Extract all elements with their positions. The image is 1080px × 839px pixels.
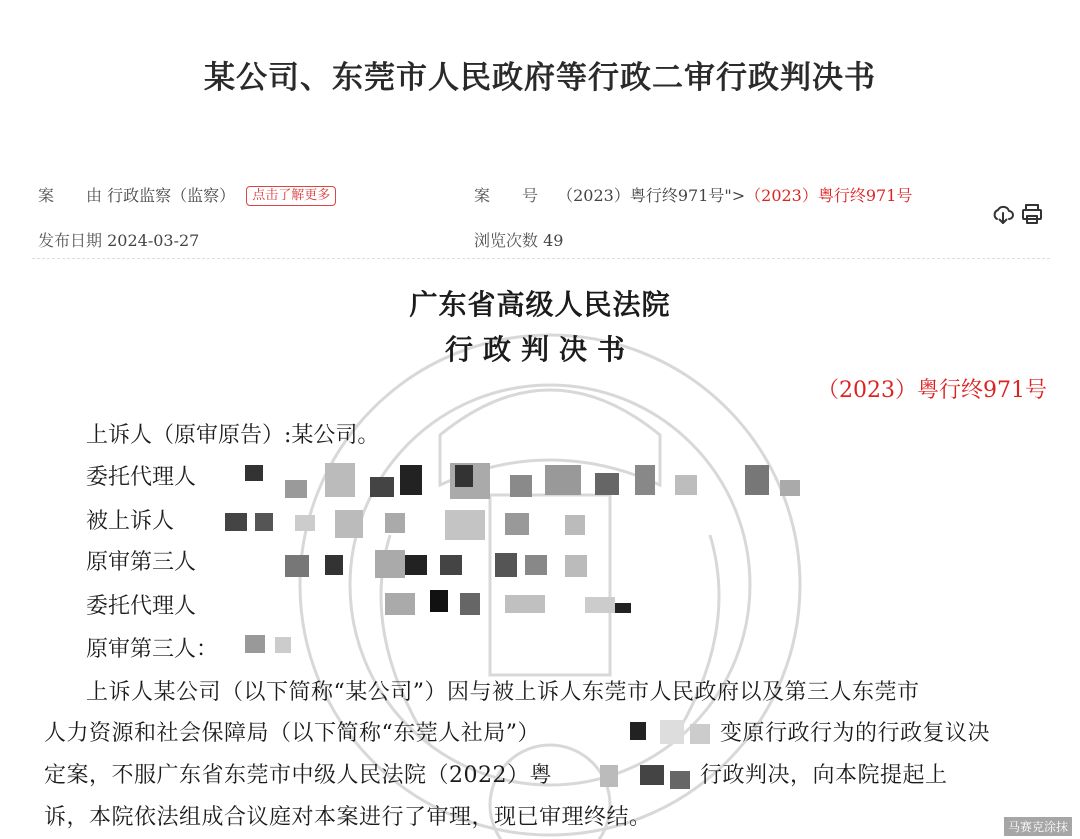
case-cause xyxy=(38,183,336,206)
download-icon[interactable] xyxy=(991,202,1015,226)
party-third-agent: 委托代理人 xyxy=(86,594,197,619)
case-number-red: （2023）粤行终971号 xyxy=(745,186,913,205)
print-icon[interactable] xyxy=(1020,202,1044,226)
party-third-2: 原审第三人： xyxy=(86,637,219,662)
page-title: 某公司、东莞市人民政府等行政二审行政判决书 xyxy=(204,60,876,96)
document-type: 行政判决书 xyxy=(444,333,635,366)
court-name: 广东省高级人民法院 xyxy=(409,288,671,321)
paragraph-line-2b: 变原行政行为的行政复议决 xyxy=(720,721,991,746)
document-case-number: （2023）粤行终971号 xyxy=(817,378,1047,403)
learn-more-button[interactable]: 点击了解更多 xyxy=(246,186,336,206)
party-appellant-agent: 委托代理人 xyxy=(86,465,197,490)
paragraph-line-4: 诉，本院依法组成合议庭对本案进行了审理，现已审理终结。 xyxy=(44,805,652,830)
case-number-label: 案 号 xyxy=(474,186,539,205)
party-appellee: 被上诉人 xyxy=(86,509,175,534)
redaction-mosaic xyxy=(225,455,805,635)
view-count-value: 49 xyxy=(543,231,564,250)
case-number-row xyxy=(474,183,912,206)
paragraph-line-2: 人力资源和社会保障局（以下简称“东莞人社局”） xyxy=(44,721,540,746)
case-cause-label: 案 由 xyxy=(38,186,103,205)
redaction-mosaic-3 xyxy=(580,757,710,793)
party-appellant: 上诉人（原审原告）:某公司。 xyxy=(86,423,380,448)
redaction-mosaic-2 xyxy=(600,712,730,752)
paragraph-line-3: 定案，不服广东省东莞市中级人民法院（2022）粤 xyxy=(44,763,552,788)
case-cause-value: 行政监察（监察） xyxy=(107,186,236,205)
view-count-label: 浏览次数 xyxy=(474,231,539,250)
publish-date-row xyxy=(38,228,199,251)
paragraph-line-3b: 行政判决，向本院提起上 xyxy=(700,763,948,788)
watermark-label: 马赛克涂抹 xyxy=(1004,817,1072,836)
header-divider xyxy=(32,258,1050,259)
publish-date-label: 发布日期 xyxy=(38,231,103,250)
case-number-value: （2023）粤行终971号"> xyxy=(557,186,746,205)
party-third: 原审第三人 xyxy=(86,550,197,575)
publish-date-value: 2024-03-27 xyxy=(107,231,200,250)
view-count-row xyxy=(474,228,563,251)
paragraph-line-1: 上诉人某公司（以下简称“某公司”）因与被上诉人东莞市人民政府以及第三人东莞市 xyxy=(86,680,920,705)
